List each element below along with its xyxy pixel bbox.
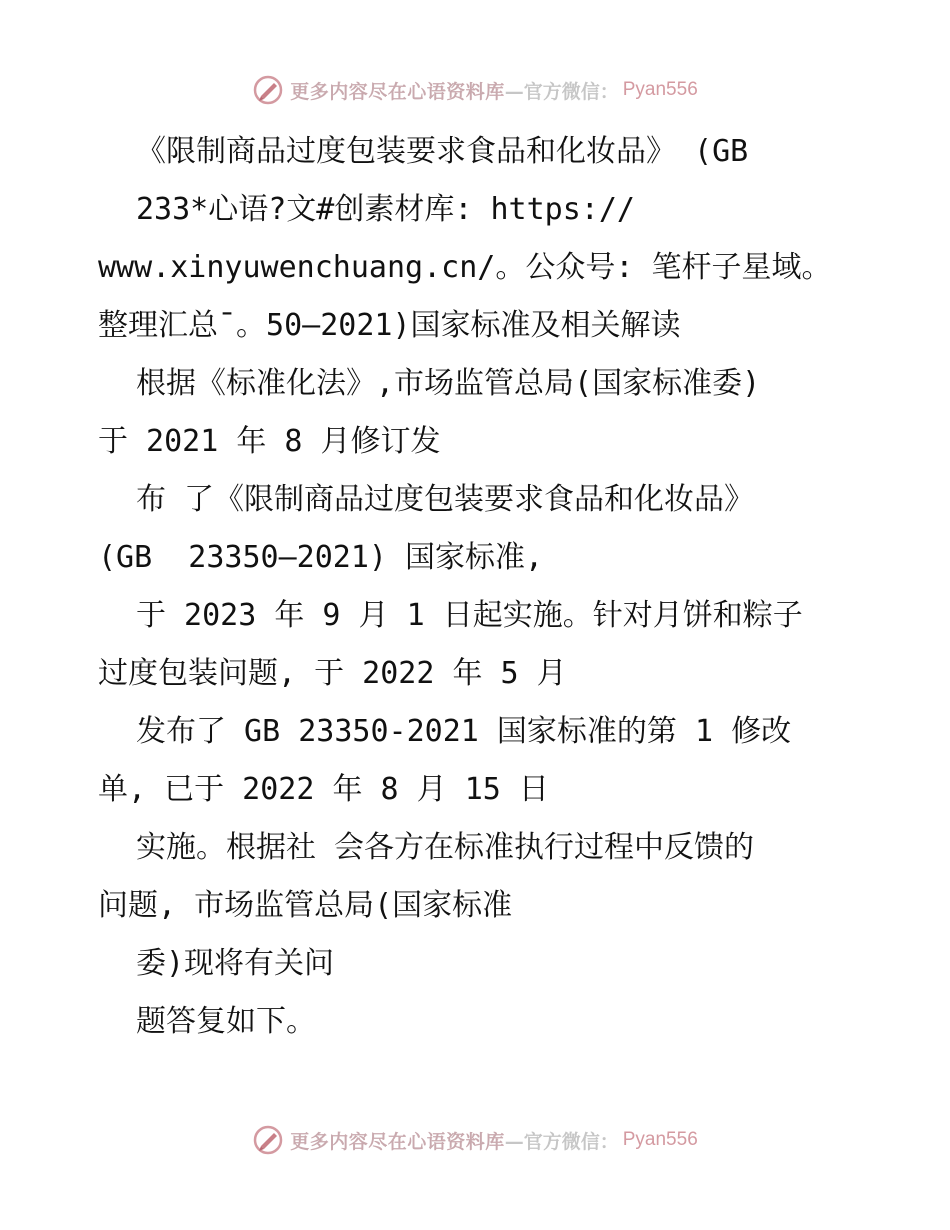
banner-wechat-id: Pyan556 [622, 1129, 698, 1150]
text-line: 单, 已于 2022 年 8 月 15 日 [98, 772, 549, 807]
text-line: 发布了 GB 23350-2021 国家标准的第 1 修改 [136, 714, 792, 749]
text-line: 题答复如下。 [136, 1004, 316, 1039]
pen-logo-icon [252, 1124, 284, 1156]
text-line: 实施。根据社 会各方在标准执行过程中反馈的 [136, 830, 755, 865]
text-line: (GB 23350—2021) 国家标准, [98, 540, 544, 575]
footer-watermark-banner [0, 1120, 950, 1160]
banner-text: 更多内容尽在心语资料库 [290, 1130, 505, 1153]
text-line: 问题, 市场监管总局(国家标准 [98, 888, 513, 923]
text-line: 布 了《限制商品过度包装要求食品和化妆品》 [136, 482, 755, 517]
text-line: 委)现将有关问 [136, 946, 335, 981]
text-line: 于 2021 年 8 月修订发 [98, 424, 441, 459]
banner-wechat-id: Pyan556 [622, 79, 698, 100]
text-line: www.xinyuwenchuang.cn/。公众号: 笔杆子星域。 [98, 250, 832, 285]
header-watermark-banner [0, 70, 950, 110]
text-line: 整理汇总¯。50—2021)国家标准及相关解读 [98, 308, 681, 343]
document-body [98, 123, 858, 1051]
text-line: 《限制商品过度包装要求食品和化妆品》 (GB [136, 134, 749, 169]
text-line: 233*心语?文#创素材库: https:// [136, 192, 635, 227]
text-line: 根据《标准化法》,市场监管总局(国家标准委) [136, 366, 761, 401]
banner-dash-text: —官方微信： [504, 80, 619, 103]
text-line: 过度包装问题, 于 2022 年 5 月 [98, 656, 567, 691]
banner-text: 更多内容尽在心语资料库 [290, 80, 505, 103]
pen-logo-icon [252, 74, 284, 106]
banner-dash-text: —官方微信： [504, 1130, 619, 1153]
text-line: 于 2023 年 9 月 1 日起实施。针对月饼和粽子 [136, 598, 803, 633]
